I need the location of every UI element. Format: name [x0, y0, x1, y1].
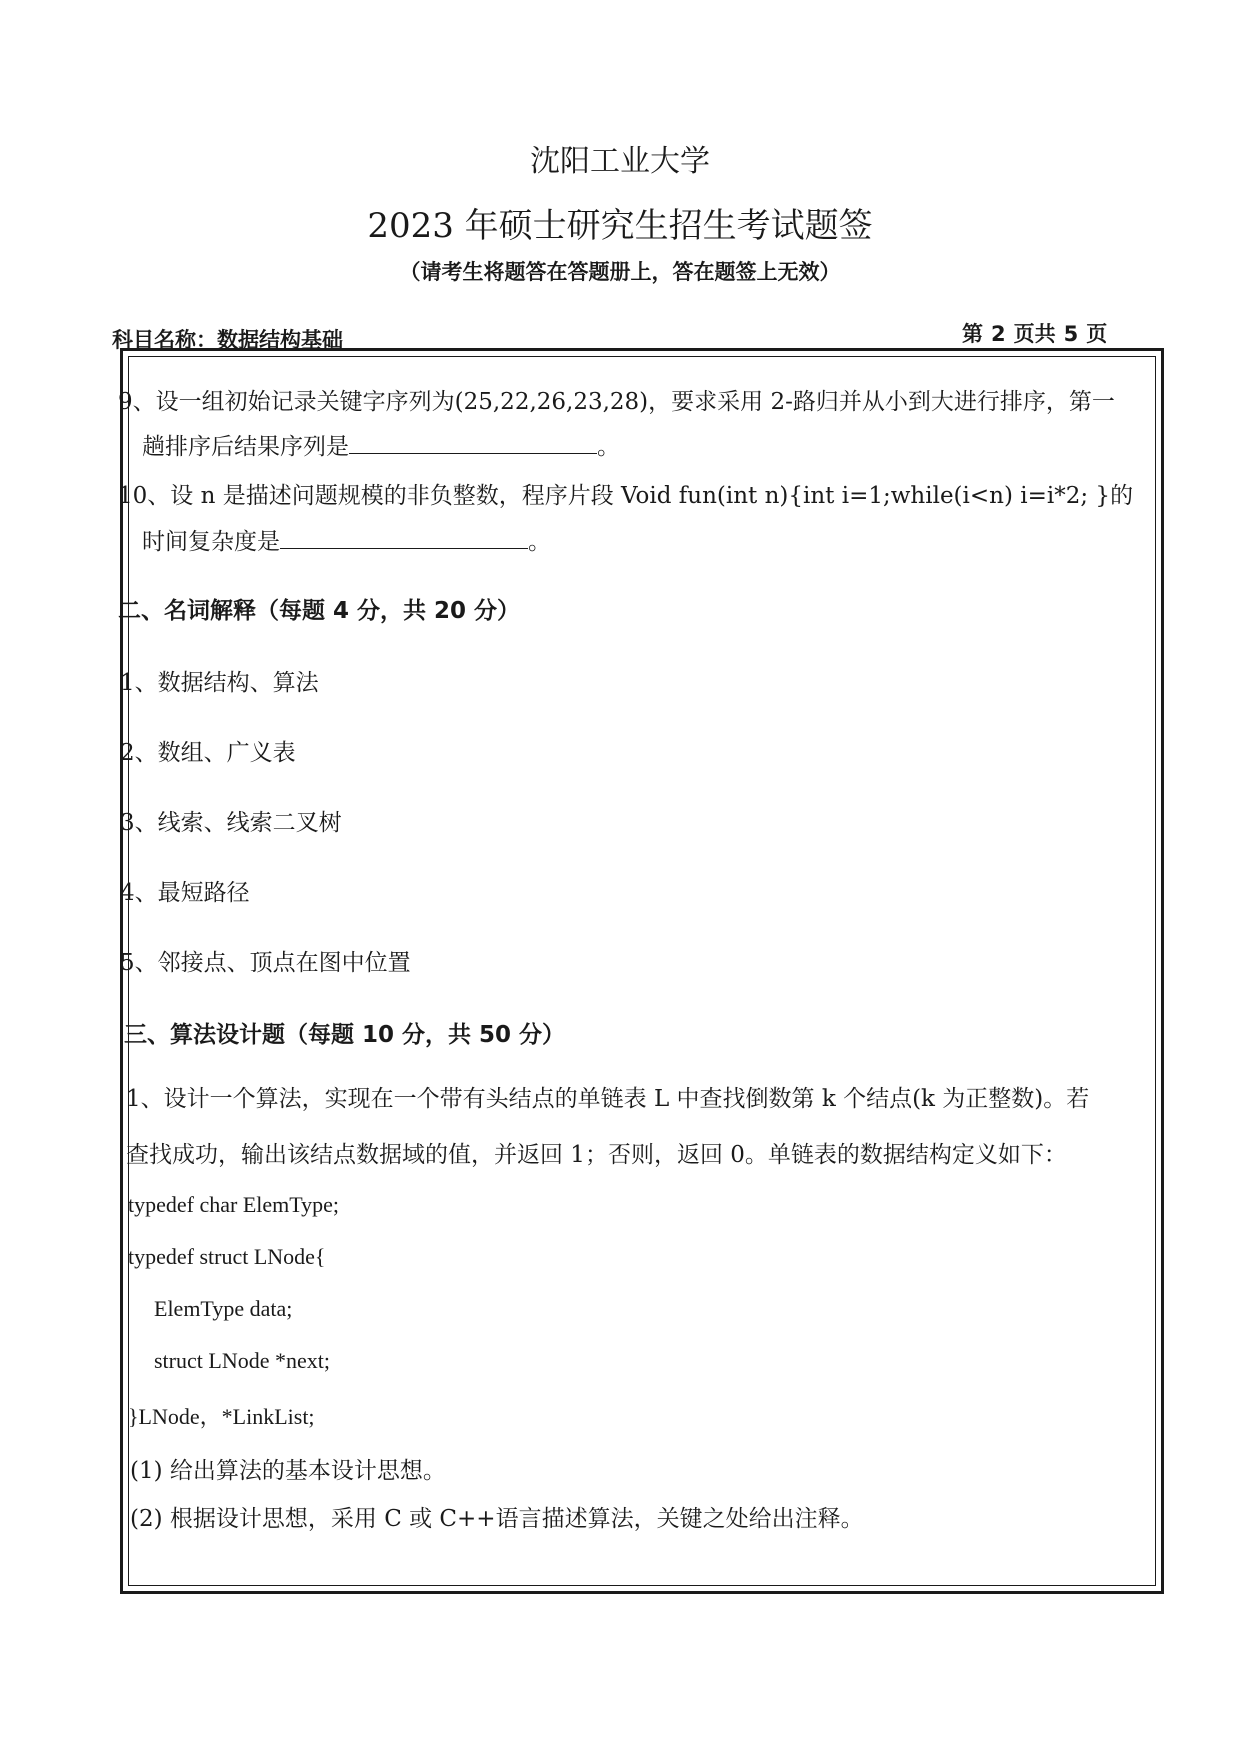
page-current: 2	[991, 322, 1006, 346]
q9-line1: 9、设一组初始记录关键字序列为(25,22,26,23,28)，要求采用 2-路归并从小到大进行排序，第一	[118, 389, 1115, 415]
page-indicator	[958, 318, 1111, 348]
q10-line1: 10、设 n 是描述问题规模的非负整数，程序片段 Void fun(int n){int i=1;while(i<n) i=i*2; }的	[118, 483, 1134, 509]
page-total: 5	[1063, 322, 1079, 346]
section3-heading: 三、算法设计题（每题 10 分，共 50 分）	[124, 1022, 566, 1048]
school-name: 沈阳工业大学	[530, 144, 710, 179]
q10-end: 。	[528, 529, 551, 555]
section2-item: 4、最短路径	[120, 880, 250, 906]
code-line: typedef char ElemType;	[128, 1192, 340, 1217]
page-prefix: 第	[962, 322, 983, 346]
code-line: ElemType data;	[154, 1296, 293, 1321]
s3-q1-line1: 1、设计一个算法，实现在一个带有头结点的单链表 L 中查找倒数第 k 个结点(k 为正整数)。若	[126, 1086, 1090, 1112]
section2-item: 1、数据结构、算法	[120, 670, 319, 696]
exam-note: （请考生将题答在答题册上，答在题签上无效）	[399, 259, 841, 284]
section2-heading: 二、名词解释（每题 4 分，共 20 分）	[118, 598, 521, 624]
q10-text: 时间复杂度是	[142, 529, 280, 555]
q10-answer-blank	[280, 526, 528, 549]
s3-q1-line2: 查找成功，输出该结点数据域的值，并返回 1；否则，返回 0。单链表的数据结构定义如下：	[126, 1142, 1067, 1168]
page-mid: 页共	[1013, 322, 1056, 346]
section2-item: 3、线索、线索二叉树	[120, 810, 342, 836]
q9-end: 。	[597, 434, 620, 460]
q9-line2	[142, 428, 620, 461]
code-line: typedef struct LNode{	[128, 1244, 326, 1269]
q9-answer-blank	[349, 431, 597, 454]
code-line: }LNode，*LinkList;	[128, 1404, 315, 1429]
exam-title: 2023 年硕士研究生招生考试题签	[367, 206, 873, 246]
q10-line2	[142, 523, 551, 556]
page-suffix: 页	[1086, 322, 1108, 346]
s3-q1-sub2: (2) 根据设计思想，采用 C 或 C++语言描述算法，关键之处给出注释。	[130, 1506, 864, 1532]
subject-label: 科目名称：数据结构基础	[112, 328, 343, 352]
q9-text: 趟排序后结果序列是	[142, 434, 349, 460]
section2-item: 5、邻接点、顶点在图中位置	[120, 950, 411, 976]
code-line: struct LNode *next;	[154, 1348, 330, 1373]
section2-item: 2、数组、广义表	[120, 740, 296, 766]
s3-q1-sub1: (1) 给出算法的基本设计思想。	[130, 1458, 446, 1484]
